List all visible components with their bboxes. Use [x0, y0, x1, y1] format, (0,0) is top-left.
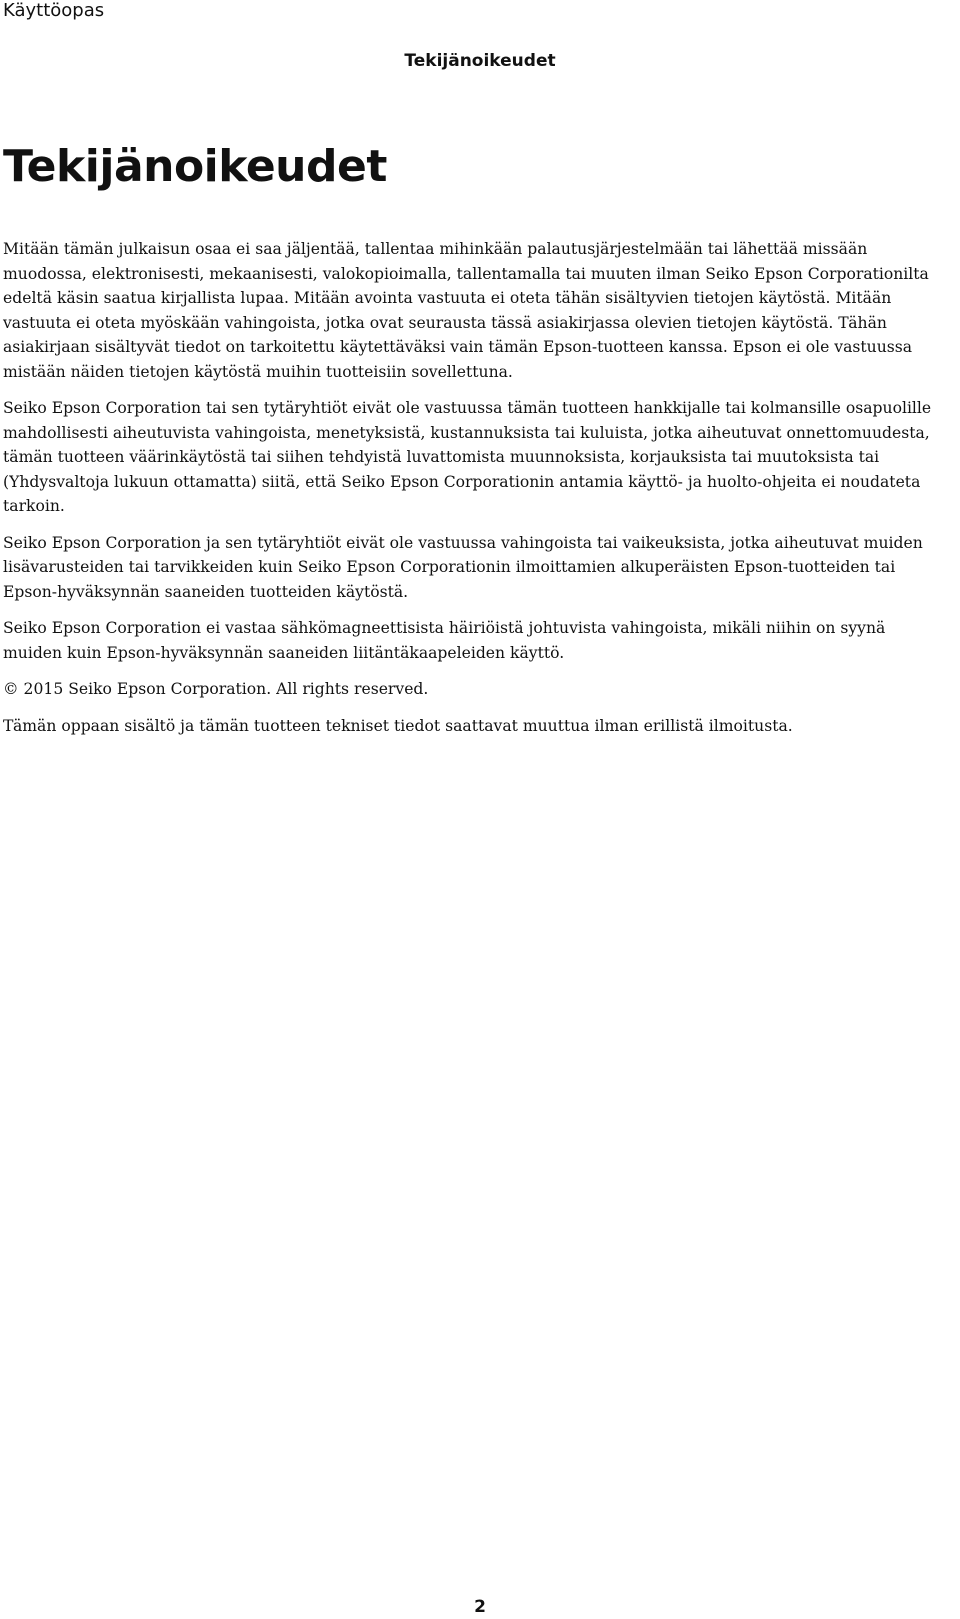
page-title: Tekijänoikeudet: [3, 141, 387, 192]
paragraph-electromagnetic-interference: Seiko Epson Corporation ei vastaa sähkömagneettisista häiriöistä johtuvista vahingoista, mikäli niihin on syynä muiden kuin Epson-hyväksynnän saaneiden liitäntäkaapeleiden käyttö.: [3, 619, 886, 662]
paragraph-liability-damages: Seiko Epson Corporation tai sen tytäryhtiöt eivät ole vastuussa tämän tuotteen hankkijalle tai kolmansille osapuolille mahdollisesti aiheutuvista vahingoista, menetyksistä, kustannuksista tai kuluista, jotka aiheutuvat onnettomuudesta, tämän tuotteen väärinkäytöstä tai siihen tehdyistä luvattomista muunnoksista, korjauksista tai muutoksista tai (Yhdysvaltoja lukuun ottamatta) siitä, että Seiko Epson Corporationin antamia käyttö- ja huolto-ohjeita ei noudateta tarkoin.: [3, 399, 932, 515]
paragraph-third-party-products: Seiko Epson Corporation ja sen tytäryhtiöt eivät ole vastuussa vahingoista tai vaikeuksista, jotka aiheutuvat muiden lisävarusteiden tai tarvikkeiden kuin Seiko Epson Corporationin ilmoittamien alkuperäisten Epson-tuotteiden tai Epson-hyväksynnän saaneiden tuotteiden käytöstä.: [3, 533, 923, 601]
paragraph-reproduction-notice: Mitään tämän julkaisun osaa ei saa jäljentää, tallentaa mihinkään palautusjärjestelmään tai lähettää missään muodossa, elektronisesti, mekaanisesti, valokopioimalla, tallentamalla tai muuten ilman Seiko Epson Corporationilta edeltä käsin saatua kirjallista lupaa. Mitään avointa vastuuta ei oteta tähän sisältyvien tietojen käytöstä. Mitään vastuuta ei oteta myöskään vahingoista, jotka ovat seurausta tässä asiakirjassa olevien tietojen käytöstä. Tähän asiakirjaan sisältyvät tiedot on tarkoitettu käytettäväksi vain tämän Epson-tuotteen kanssa. Epson ei ole vastuussa mistään näiden tietojen käytöstä muihin tuotteisiin sovellettuna.: [3, 240, 929, 381]
body-text: [3, 237, 938, 750]
page-number: 2: [474, 1597, 486, 1617]
document-name: Käyttöopas: [3, 0, 105, 21]
copyright-line: © 2015 Seiko Epson Corporation. All rights reserved.: [3, 680, 429, 698]
paragraph-change-notice: Tämän oppaan sisältö ja tämän tuotteen tekniset tiedot saattavat muuttua ilman erillistä ilmoitusta.: [3, 716, 793, 735]
section-name: Tekijänoikeudet: [404, 51, 556, 71]
